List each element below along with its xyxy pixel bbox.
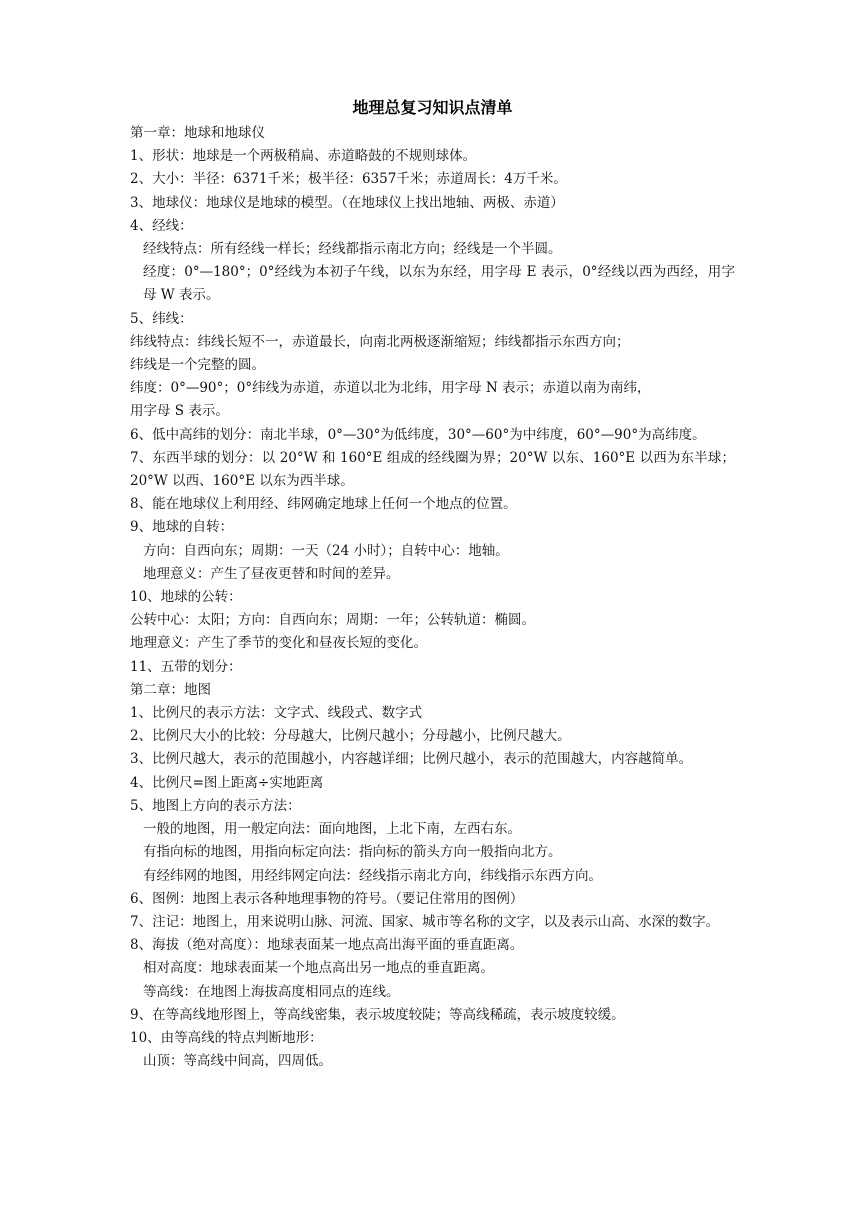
text-line: 6、图例：地图上表示各种地理事物的符号。（要记住常用的图例）: [130, 890, 524, 907]
text-line: 6、低中高纬的划分：南北半球，0°—30°为低纬度，30°—60°为中纬度，60°—90°为高纬度。: [130, 426, 706, 443]
text-line: 用字母 S 表示。: [130, 403, 229, 420]
text-lines: [130, 122, 735, 1073]
document-body: [130, 100, 735, 1073]
text-line: 5、地图上方向的表示方法：: [130, 797, 301, 814]
text-line: 11、五带的划分：: [130, 658, 242, 675]
text-line: 9、地球的自转：: [130, 519, 234, 536]
text-line: 1、比例尺的表示方法：文字式、线段式、数字式: [130, 705, 423, 722]
document-title: 地理总复习知识点清单: [352, 98, 513, 117]
text-line: 相对高度：地球表面某一个地点高出另一地点的垂直距离。: [143, 960, 494, 977]
text-line: 10、地球的公转：: [130, 589, 242, 606]
text-line: 地理意义：产生了季节的变化和昼夜长短的变化。: [130, 635, 427, 652]
text-line: 有指向标的地图，用指向标定向法：指向标的箭头方向一般指向北方。: [143, 844, 562, 861]
text-line: 公转中心：太阳；方向：自西向东；周期：一年；公转轨道：椭圆。: [130, 612, 535, 629]
text-line: 2、比例尺大小的比较：分母越大，比例尺越小；分母越小，比例尺越大。: [130, 728, 571, 745]
text-line: 方向：自西向东；周期：一天（24 小时）；自转中心：地轴。: [143, 542, 509, 559]
text-line: 山顶：等高线中间高，四周低。: [143, 1053, 332, 1070]
text-line: 5、纬线：: [130, 310, 193, 327]
text-line: 第一章：地球和地球仪: [130, 125, 265, 141]
text-line: 7、东西半球的划分：以 20°W 和 160°E 组成的经线圈为界；20°W 以东、160°E 以西为东半球；20°W 以西、160°E 以东为西半球。: [130, 449, 735, 490]
text-line: 9、在等高线地形图上，等高线密集，表示坡度较陡；等高线稀疏，表示坡度较缓。: [130, 1006, 625, 1023]
text-line: 4、比例尺=图上距离÷实地距离: [130, 774, 324, 791]
text-line: 纬线是一个完整的圆。: [130, 357, 265, 374]
text-line: 第二章：地图: [130, 681, 211, 698]
text-line: 经度：0°—180°；0°经线为本初子午线，以东为东经，用字母 E 表示，0°经线以西为西经，用字母 W 表示。: [143, 264, 735, 304]
text-line: 3、地球仪：地球仪是地球的模型。（在地球仪上找出地轴、两极、赤道）: [130, 194, 564, 211]
text-line: 7、注记：地图上，用来说明山脉、河流、国家、城市等名称的文字，以及表示山高、水深的数字。: [130, 913, 720, 930]
text-line: 1、形状：地球是一个两极稍扁、赤道略鼓的不规则球体。: [130, 148, 477, 165]
text-line: 纬线特点：纬线长短不一，赤道最长，向南北两极逐渐缩短；纬线都指示东西方向；: [130, 333, 630, 350]
text-line: 地理意义：产生了昼夜更替和时间的差异。: [143, 565, 400, 582]
text-line: 经线特点：所有经线一样长；经线都指示南北方向；经线是一个半圆。: [143, 241, 562, 258]
text-line: 4、经线：: [130, 217, 193, 234]
text-line: 有经纬网的地图，用经纬网定向法：经线指示南北方向，纬线指示东西方向。: [143, 867, 602, 884]
text-line: 纬度：0°—90°；0°纬线为赤道，赤道以北为北纬，用字母 N 表示；赤道以南为南纬，: [130, 380, 651, 397]
text-line: 10、由等高线的特点判断地形：: [130, 1029, 323, 1046]
text-line: 一般的地图，用一般定向法：面向地图，上北下南，左西右东。: [143, 821, 521, 838]
text-line: 3、比例尺越大，表示的范围越小，内容越详细；比例尺越小，表示的范围越大，内容越简单。: [130, 751, 693, 768]
text-line: 2、大小：半径：6371千米；极半径：6357千米；赤道周长：4万千米。: [130, 171, 567, 188]
text-line: 8、海拔（绝对高度）：地球表面某一地点高出海平面的垂直距离。: [130, 937, 524, 954]
text-line: 等高线：在地图上海拔高度相同点的连线。: [143, 983, 400, 1000]
text-line: 8、能在地球仪上利用经、纬网确定地球上任何一个地点的位置。: [130, 496, 517, 513]
